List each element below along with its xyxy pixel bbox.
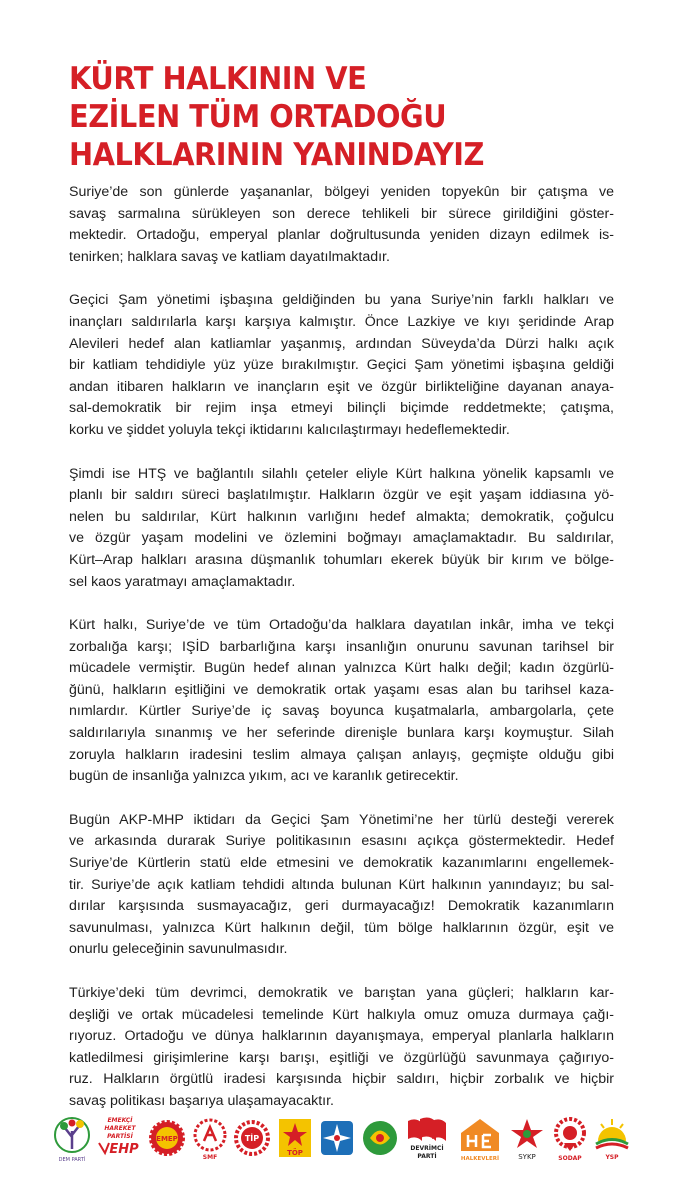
text-line: rıyoruz. Ortadoğu ve dünya halklarının dayanışmaya, emperyal planlarla halkların (69, 1028, 614, 1045)
text-line: dırılar karşısında susmayacağız, geri durmayacağız! Demokratik kazanımların (69, 898, 614, 915)
halkevleri-house-icon (455, 1111, 505, 1165)
text-line: Suriye’de son günlerde yaşananlar, bölgeyi yeniden topyekûn bir çatışma ve (69, 184, 614, 200)
svg-text:EHP: EHP (108, 1142, 139, 1157)
text-line: saldırılarıyla sınanmış ve her seferinde direnişle bunlara karşı koymuştur. Silah (69, 725, 614, 742)
statement-body (69, 182, 614, 1135)
text-line: savunulması, yalnızca Kürt halkının değil, tüm bölge halklarının özgür, eşit ve (69, 919, 614, 936)
paragraph (69, 182, 614, 268)
ysp-sun-icon (592, 1111, 632, 1165)
text-line: andan itibaren halkların ve inançların eşit ve özgür birlikteliğine dayanan anaya- (69, 378, 614, 395)
top-star-icon (275, 1111, 315, 1165)
svg-text:TÖP: TÖP (286, 1149, 303, 1157)
dem-party-tree-icon (52, 1111, 92, 1165)
green-circle-icon (360, 1111, 400, 1165)
svg-text:DEM PARTİ: DEM PARTİ (58, 1157, 86, 1163)
text-line: deşliği ve ortak mücadelesi temelinde Kürt halkıyla omuz omuza durmaya çağı- (69, 1006, 614, 1023)
text-line: Türkiye’deki tüm devrimci, demokratik ve barıştan yana güçleri; halkların kar- (69, 985, 614, 1001)
svg-text:EMEKÇİ: EMEKÇİ (106, 1117, 133, 1124)
svg-text:DEVRİMCİ: DEVRİMCİ (410, 1145, 444, 1152)
ehp-logo-icon (95, 1111, 145, 1165)
text-line: Geçici Şam yönetimi işbaşına geldiğinden bu yana Suriye’nin farklı halkları ve (69, 292, 614, 309)
text-line: inançları saldırılarla karşı karşıya kalmıştır. Önce Lazkiye ve kıyı şeridinde Arap (69, 313, 614, 330)
text-line: ve özgür yaşam modelini ve özlemini boğmayı amaçlamaktadır. Bu saldırılar, (69, 530, 614, 547)
text-line: zorbalığa karşı; IŞİD barbarlığına karşı insanlığın onurunu savunan tarihsel bir (69, 638, 614, 655)
text-line: tir. Suriye’de açık katliam tehdidi altında bulunan Kürt halkının yanındayız; bu sal- (69, 876, 614, 893)
text-line: ruz. Halkların örgütlü iradesi karşısında hiçbir saldırı, hiçbir zorbalık ve hiçbir (69, 1071, 614, 1088)
sodap-gear-icon (550, 1111, 590, 1165)
text-line: mektedir. Ortadoğu, emperyal planlar doğrultusunda yeniden dizayn edilmek is- (69, 227, 614, 244)
title-line: EZİLEN TÜM ORTADOĞU (69, 99, 447, 135)
text-line: Kürt–Arap halkları arasına düşmanlık tohumları ekerek büyük bir kırım ve bölge- (69, 551, 614, 568)
text-line: Şimdi ise HTŞ ve bağlantılı silahlı çeteler eliyle Kürt halkına yönelik kapsamlı ve (69, 465, 614, 482)
svg-text:HAREKET: HAREKET (103, 1125, 136, 1132)
svg-text:YSP: YSP (605, 1154, 619, 1161)
text-line: savaş sarmalına sürükleyen son derece tehlikeli bir sürece girildiğini göster- (69, 205, 614, 222)
text-line: sel kaos yaratmayı amaçlamaktadır. (69, 573, 296, 590)
text-line: bugün de insanlığa yalnızca yıkım, acı ve karanlık getirecektir. (69, 768, 459, 785)
devrimci-parti-flags-icon (402, 1111, 452, 1165)
text-line: sal-demokratik bir rejim inşa etmeyi bilinçli biçimde reddetmekte; çatışma, (69, 400, 614, 417)
svg-text:EMEP: EMEP (156, 1135, 178, 1143)
paragraph (69, 464, 614, 594)
text-line: tenirken; halklara savaş ve katliam dayatılmaktadır. (69, 248, 390, 265)
svg-text:SMF: SMF (202, 1154, 217, 1161)
text-line: zoruyla halkların iradesini teslim almaya çalışan anlayış, geçmişte olduğu gibi (69, 746, 614, 763)
title-line: KÜRT HALKININ VE (69, 61, 367, 97)
signatory-logos (52, 1108, 632, 1168)
title-line: HALKLARININ YANINDAYIZ (69, 137, 484, 173)
tip-gear-icon (232, 1111, 272, 1165)
text-line: korku ve şiddet yoluyla tekçi iktidarını kalıcılaştırmayı hedeflemektedir. (69, 421, 510, 438)
text-line: ğünü, halkların eşitliğini ve demokratik ortak yaşamı esas alan bu tarihsel kaza- (69, 681, 614, 698)
text-line: nelen bu saldırılar, Kürt halkının varlığını hedef almakta; demokratik, çoğulcu (69, 508, 614, 525)
emep-gear-icon (147, 1111, 187, 1165)
text-line: katledilmesi girişimlerine karşı barışı, eşitliği ve özgürlüğü savunmaya çağırıyo- (69, 1049, 614, 1066)
compass-star-icon (317, 1111, 357, 1165)
svg-text:TİP: TİP (244, 1134, 260, 1143)
text-line: ve arkasında durarak Suriye politikasının esasını açıkça göstermektedir. Hedef (69, 833, 614, 850)
paragraph (69, 810, 614, 961)
text-line: mücadele vermiştir. Bugün hedef alınan yalnızca Kürt halkı değil; kadın özgürlü- (69, 660, 614, 677)
text-line: nımlardır. Kürtler Suriye’de iç savaş boyunca kuşatmalarla, ambargolarla, çete (69, 703, 614, 720)
text-line: savaş politikası başarıya ulaşamayacaktır. (69, 1092, 334, 1109)
svg-text:SODAP: SODAP (557, 1155, 582, 1162)
paragraph (69, 615, 614, 788)
paragraph (69, 290, 614, 441)
text-line: Suriye’de Kürtlerin statü elde etmesini ve demokratik kazanımlarını engellemek- (69, 855, 614, 872)
svg-text:SYKP: SYKP (518, 1153, 536, 1161)
paragraph (69, 983, 614, 1113)
smf-gear-icon (190, 1111, 230, 1165)
text-line: planlı bir saldırı süreci başlatılmıştır. Halkların özgür ve eşit yaşam iddiasına yö- (69, 487, 614, 504)
text-line: Alevileri hedef alan katliamlar yaşanmış, ardından Süveyda’da Dürzi halkı açık (69, 335, 614, 352)
text-line: Kürt halkı, Suriye’de ve tüm Ortadoğu’da halklara dayatılan inkâr, imha ve tekçi (69, 617, 614, 634)
page-title (69, 60, 590, 174)
text-line: bir katliam tehdidiyle yüz yüze bırakılmıştır. Geçici Şam yönetimi işbaşına geldiği (69, 357, 614, 374)
sykp-star-icon (507, 1111, 547, 1165)
text-line: Bugün AKP-MHP iktidarı da Geçici Şam Yönetimi’ne her türlü desteği vererek (69, 811, 614, 828)
svg-text:PARTİSİ: PARTİSİ (106, 1133, 133, 1140)
svg-text:PARTİ: PARTİ (417, 1153, 437, 1160)
text-line: onurlu geleceğinin savunulmasıdır. (69, 941, 288, 958)
svg-text:HALKEVLERİ: HALKEVLERİ (460, 1156, 499, 1162)
